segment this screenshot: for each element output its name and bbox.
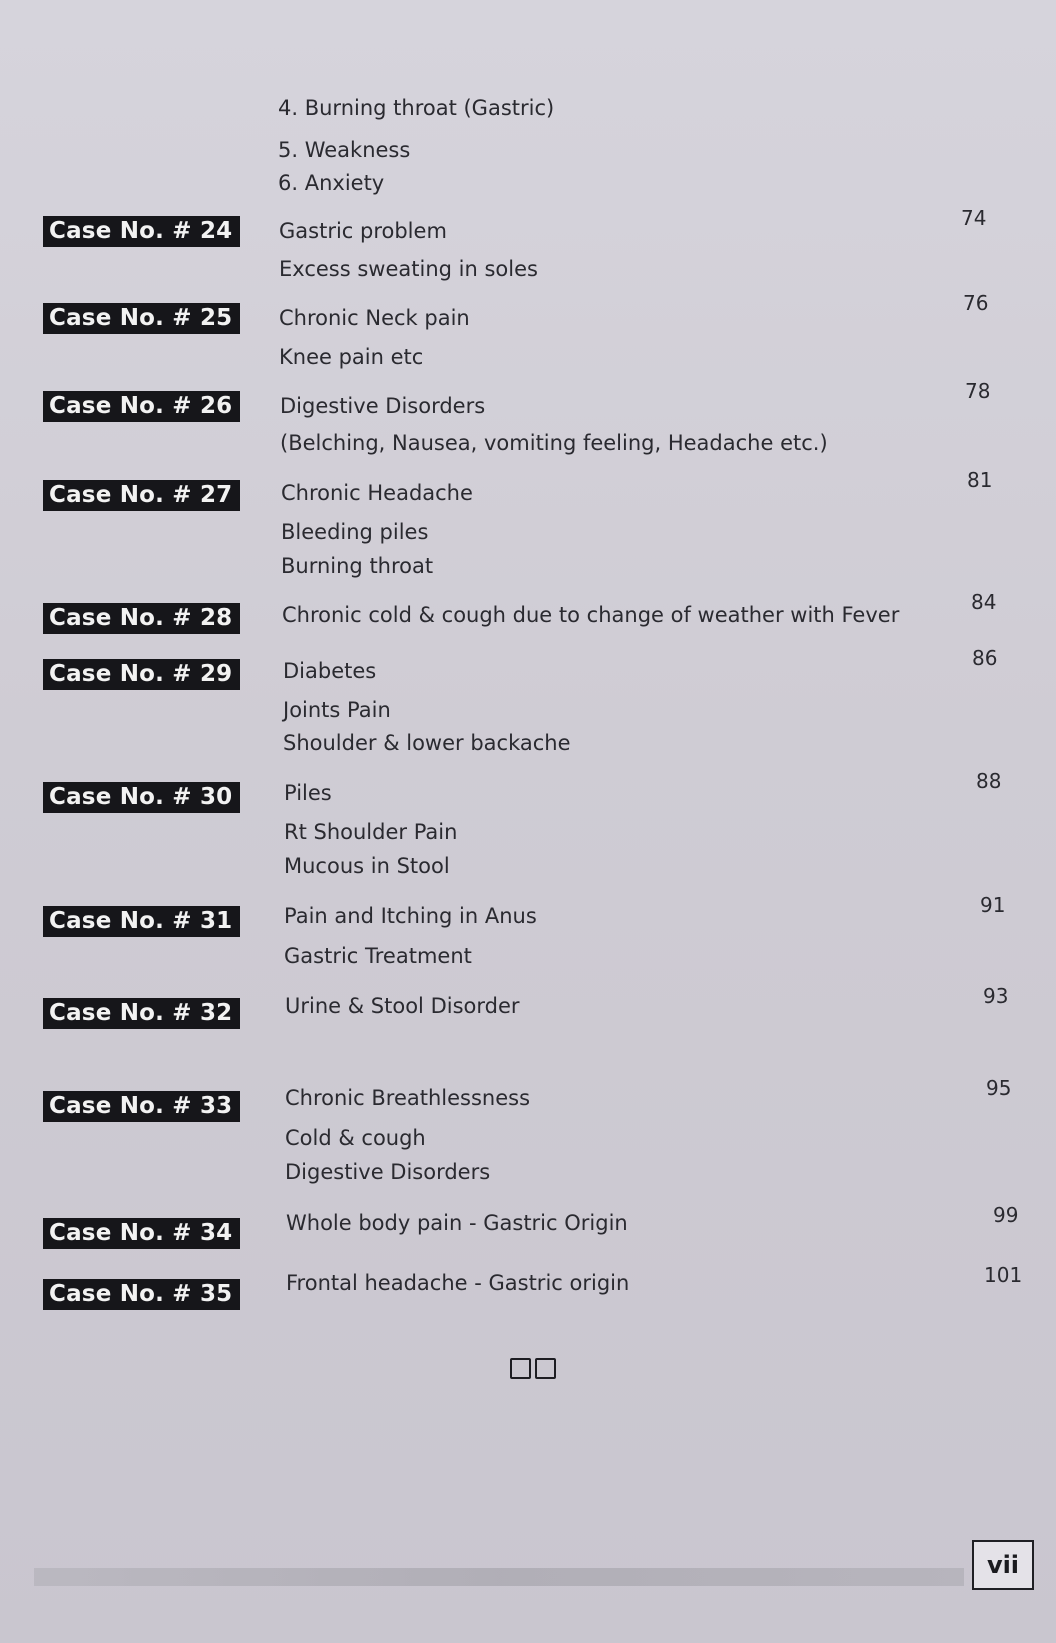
entry-line: Joints Pain: [283, 698, 391, 722]
case-label: Case No. # 28: [43, 603, 240, 634]
case-label: Case No. # 26: [43, 391, 240, 422]
page-number: 78: [965, 379, 991, 403]
continued-item: 4. Burning throat (Gastric): [278, 96, 555, 120]
entry-line: Digestive Disorders: [280, 394, 486, 418]
page-number: 91: [980, 893, 1006, 917]
entry-line: Bleeding piles: [281, 520, 429, 544]
entry-line: Chronic cold & cough due to change of weather with Fever: [282, 603, 900, 627]
page-number: 84: [971, 590, 997, 614]
case-label: Case No. # 33: [43, 1091, 240, 1122]
entry-line: Chronic Breathlessness: [285, 1086, 531, 1110]
entry-line: Rt Shoulder Pain: [284, 820, 458, 844]
page-number: 76: [963, 291, 989, 315]
entry-line: Excess sweating in soles: [279, 257, 538, 281]
footer-rule: [34, 1568, 964, 1586]
page-number: 88: [976, 769, 1002, 793]
case-label: Case No. # 25: [43, 303, 240, 334]
entry-line: Gastric problem: [279, 219, 447, 243]
case-label: Case No. # 24: [43, 216, 240, 247]
page-number: 95: [986, 1076, 1012, 1100]
entry-line: Burning throat: [281, 554, 434, 578]
square-glyph-icon: [535, 1358, 556, 1379]
entry-line: Pain and Itching in Anus: [284, 904, 537, 928]
entry-line: Piles: [284, 781, 332, 805]
entry-line: Knee pain etc: [279, 345, 424, 369]
end-of-section-ornament: [510, 1358, 556, 1380]
entry-line: (Belching, Nausea, vomiting feeling, Headache etc.): [280, 431, 828, 455]
entry-line: Shoulder & lower backache: [283, 731, 571, 755]
entry-line: Chronic Headache: [281, 481, 473, 505]
entry-line: Gastric Treatment: [284, 944, 472, 968]
case-label: Case No. # 34: [43, 1218, 240, 1249]
entry-line: Whole body pain - Gastric Origin: [286, 1211, 628, 1235]
page-number: 99: [993, 1203, 1019, 1227]
case-label: Case No. # 35: [43, 1279, 240, 1310]
case-label: Case No. # 30: [43, 782, 240, 813]
page-number: 101: [984, 1263, 1023, 1287]
continued-item: 5. Weakness: [278, 138, 411, 162]
entry-line: Mucous in Stool: [284, 854, 450, 878]
case-label: Case No. # 29: [43, 659, 240, 690]
continued-item: 6. Anxiety: [278, 171, 385, 195]
case-label: Case No. # 32: [43, 998, 240, 1029]
page-number: 74: [961, 206, 987, 230]
entry-line: Cold & cough: [285, 1126, 426, 1150]
case-label: Case No. # 27: [43, 480, 240, 511]
entry-line: Urine & Stool Disorder: [285, 994, 520, 1018]
page-number: 93: [983, 984, 1009, 1008]
entry-line: Digestive Disorders: [285, 1160, 491, 1184]
square-glyph-icon: [510, 1358, 531, 1379]
case-label: Case No. # 31: [43, 906, 240, 937]
page-number: 81: [967, 468, 993, 492]
entry-line: Chronic Neck pain: [279, 306, 470, 330]
page-number: 86: [972, 646, 998, 670]
entry-line: Diabetes: [283, 659, 377, 683]
folio-page-number: vii: [972, 1540, 1034, 1590]
entry-line: Frontal headache - Gastric origin: [286, 1271, 630, 1295]
